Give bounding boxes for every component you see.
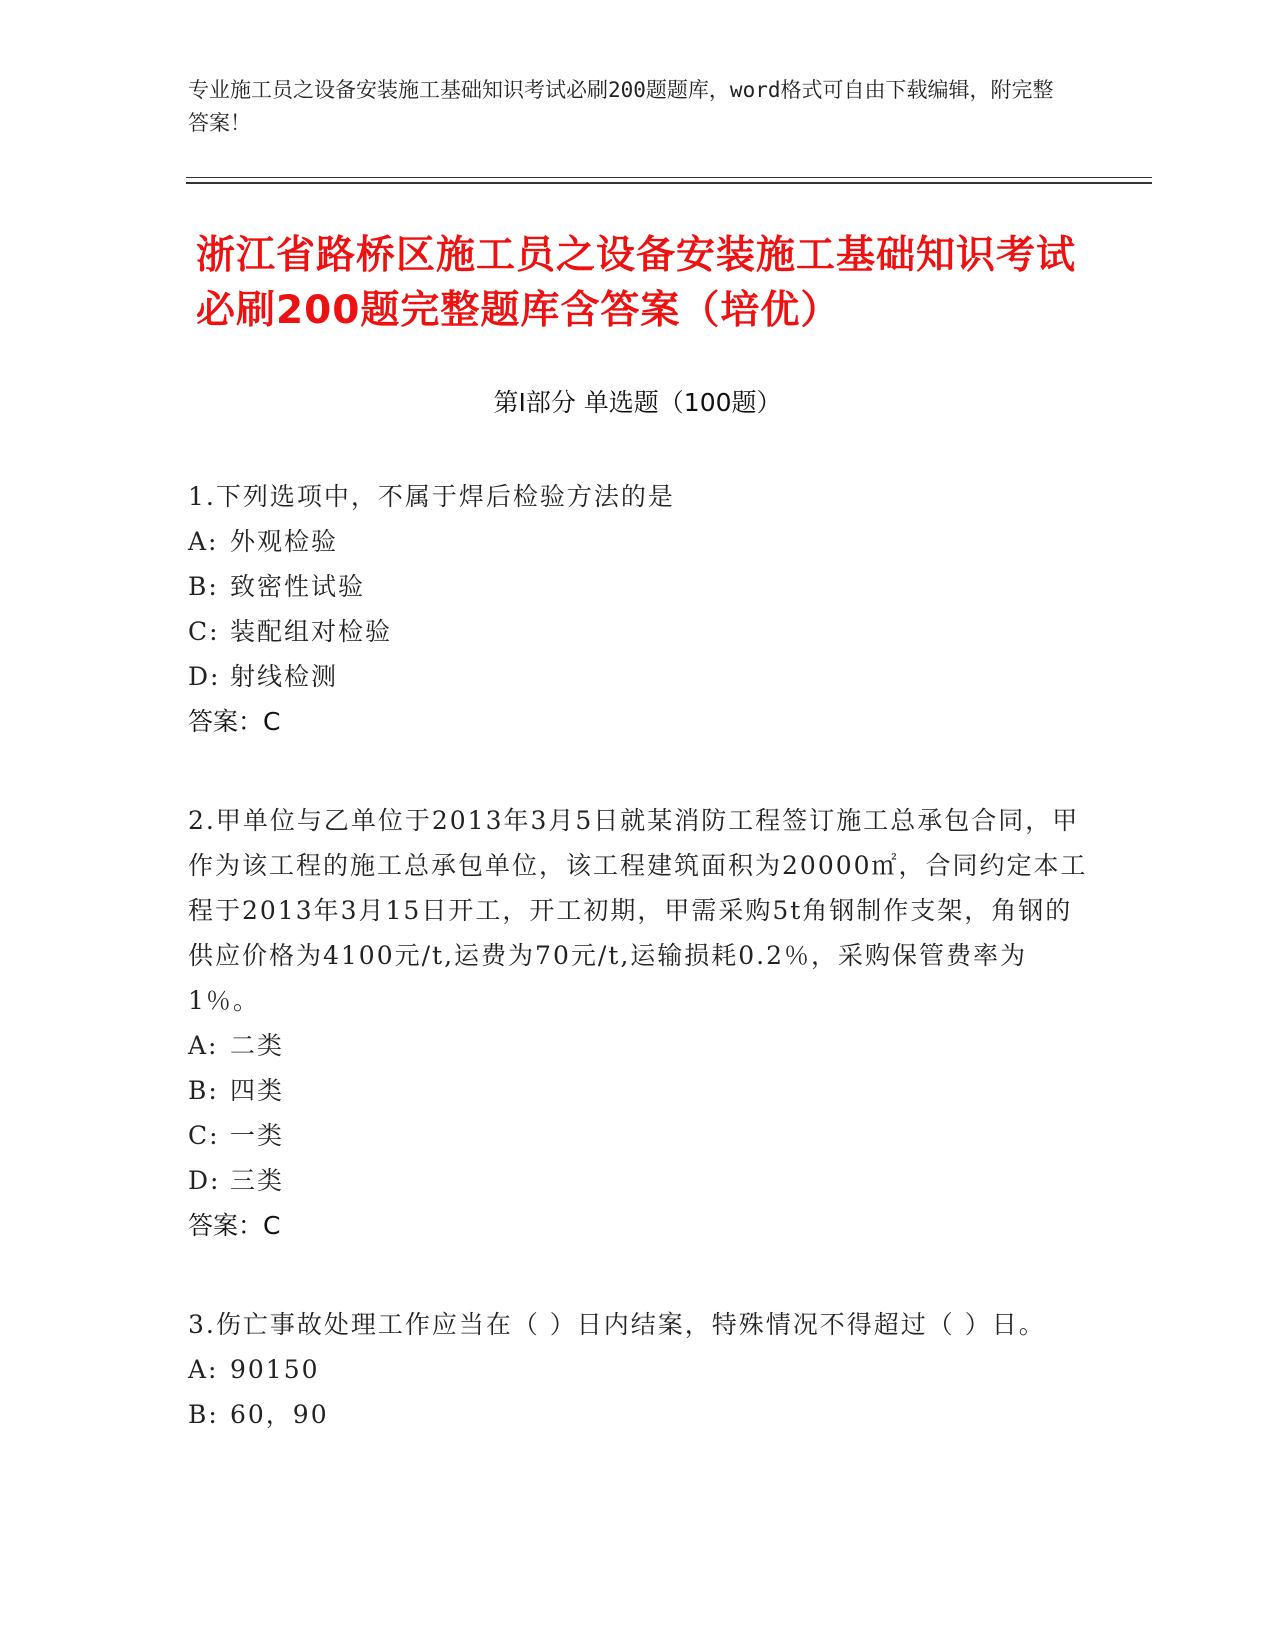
section-heading: 第Ⅰ部分 单选题（100题） [493, 388, 782, 417]
option-text: 致密性试验 [230, 572, 366, 601]
option-a [188, 519, 1088, 564]
question-stem: 1.下列选项中，不属于焊后检验方法的是 [188, 482, 675, 511]
question-item [188, 474, 1088, 744]
option-text: 三类 [230, 1166, 285, 1195]
question-stem: 3.伤亡事故处理工作应当在（ ）日内结案，特殊情况不得超过（ ）日。 [188, 1310, 1046, 1339]
option-letter: D: [188, 1166, 221, 1195]
header-note: 专业施工员之设备安装施工基础知识考试必刷200题题库，word格式可自由下载编辑，附完整答案！ [188, 78, 1054, 135]
header-divider-thin [186, 177, 1152, 178]
option-text: 装配组对检验 [230, 617, 393, 646]
option-letter: D: [188, 662, 221, 691]
option-b [188, 1392, 1088, 1437]
question-list [188, 474, 1088, 1491]
option-b [188, 564, 1088, 609]
option-letter: A: [188, 527, 219, 556]
option-letter: C: [188, 1121, 220, 1150]
option-letter: B: [188, 1076, 219, 1105]
question-item [188, 798, 1088, 1248]
question-item [188, 1302, 1088, 1437]
option-text: 一类 [230, 1121, 285, 1150]
option-text: 四类 [230, 1076, 285, 1105]
option-a [188, 1347, 1088, 1392]
option-text: 外观检验 [230, 527, 339, 556]
document-title: 浙江省路桥区施工员之设备安装施工基础知识考试必刷200题完整题库含答案（培优） [196, 233, 1077, 333]
option-text: 60，90 [230, 1400, 329, 1429]
option-text: 90150 [230, 1355, 320, 1384]
option-text: 射线检测 [230, 662, 339, 691]
option-letter: C: [188, 617, 220, 646]
option-c [188, 609, 1088, 654]
header-divider-thick [186, 182, 1152, 184]
option-letter: B: [188, 572, 219, 601]
option-c [188, 1113, 1088, 1158]
option-d [188, 1158, 1088, 1203]
option-letter: A: [188, 1355, 219, 1384]
question-stem: 2.甲单位与乙单位于2013年3月5日就某消防工程签订施工总承包合同，甲作为该工程的施工总承包单位，该工程建筑面积为20000㎡，合同约定本工程于2013年3月15日开工，开工初期，甲需采购5t角钢制作支架，角钢的供应价格为4100元/t,运费为70元/t,运输损耗0.2％，采购保管费率为1％。 [188, 806, 1088, 1015]
answer-line: 答案：C [188, 1211, 281, 1240]
option-a [188, 1023, 1088, 1068]
answer-line: 答案：C [188, 707, 281, 736]
option-text: 二类 [230, 1031, 285, 1060]
option-d [188, 654, 1088, 699]
option-letter: A: [188, 1031, 219, 1060]
option-letter: B: [188, 1400, 219, 1429]
option-b [188, 1068, 1088, 1113]
